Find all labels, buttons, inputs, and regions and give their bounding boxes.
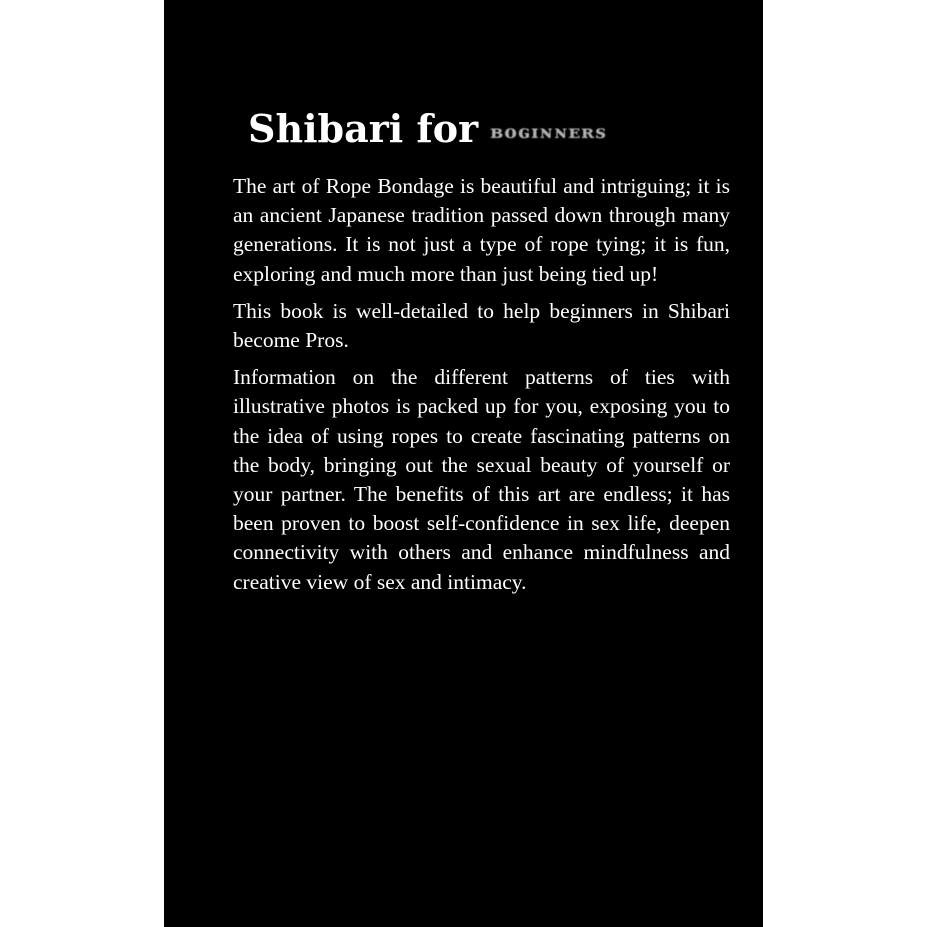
blurb-paragraph-1: The art of Rope Bondage is beautiful and intriguing; it is an ancient Japanese tradition passed down through many generations. It is not just a type of rope tying; it is fun, exploring and much more than just being tied up! — [233, 174, 730, 286]
cover-title-distorted-word: ʙᴏɢɪɴɴᴇʀs — [490, 121, 608, 143]
cover-title: Shibari for — [248, 106, 479, 151]
title-row — [248, 106, 728, 151]
blurb-paragraph-3: Information on the different patterns of ties with illustrative photos is packed up for you, exposing you to the idea of using ropes to create fascinating patterns on the body, bringing out the sexual beauty of yourself or your partner. The benefits of this art are endless; it has been proven to boost self-confidence in sex life, deepen connectivity with others and enhance mindfulness and creative view of sex and intimacy. — [233, 365, 730, 594]
book-back-cover — [164, 0, 763, 927]
cover-blurb — [233, 172, 730, 605]
blurb-paragraph-2: This book is well-detailed to help beginners in Shibari become Pros. — [233, 298, 730, 353]
